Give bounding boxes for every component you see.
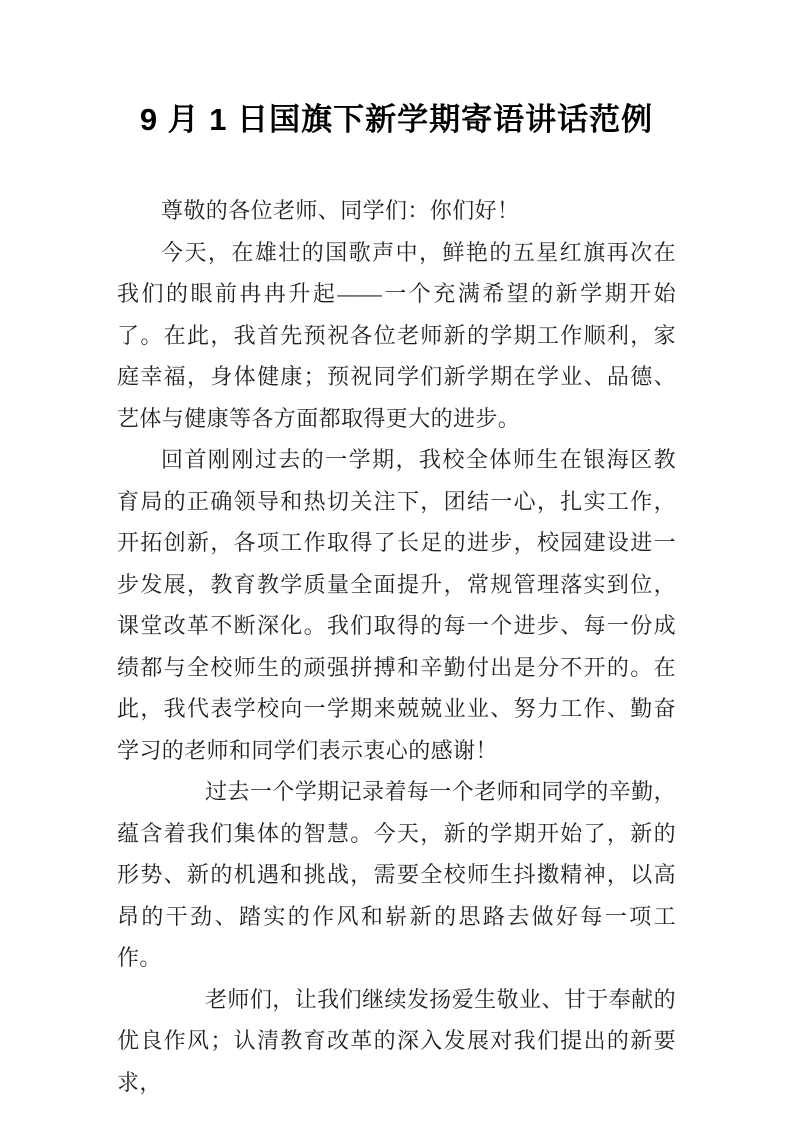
paragraph: 过去一个学期记录着每一个老师和同学的辛勤，蕴含着我们集体的智慧。今天，新的学期开始了，新的形势、新的机遇和挑战，需要全校师生抖擞精神，以高昂的干劲、踏实的作风和崭新的思路去做好每一项工作。 (117, 779, 676, 970)
paragraph: 老师们，让我们继续发扬爱生敬业、甘于奉献的优良作风；认清教育改革的深入发展对我们提出的新要求， (117, 986, 676, 1095)
document-body (117, 190, 676, 1103)
paragraph: 回首刚刚过去的一学期，我校全体师生在银海区教育局的正确领导和热切关注下，团结一心，扎实工作，开拓创新，各项工作取得了长足的进步，校园建设进一步发展，教育教学质量全面提升，常规管理落实到位，课堂改革不断深化。我们取得的每一个进步、每一份成绩都与全校师生的顽强拼搏和辛勤付出是分不开的。在此，我代表学校向一学期来兢兢业业、努力工作、勤奋学习的老师和同学们表示衷心的感谢！ (117, 447, 676, 763)
paragraph: 今天，在雄壮的国歌声中，鲜艳的五星红旗再次在我们的眼前冉冉升起——一个充满希望的新学期开始了。在此，我首先预祝各位老师新的学期工作顺利，家庭幸福，身体健康；预祝同学们新学期在学业、品德、艺体与健康等各方面都取得更大的进步。 (117, 239, 676, 431)
paragraph: 尊敬的各位老师、同学们：你们好！ (161, 198, 520, 223)
document-title: 9 月 1 日国旗下新学期寄语讲话范例 (139, 102, 654, 137)
